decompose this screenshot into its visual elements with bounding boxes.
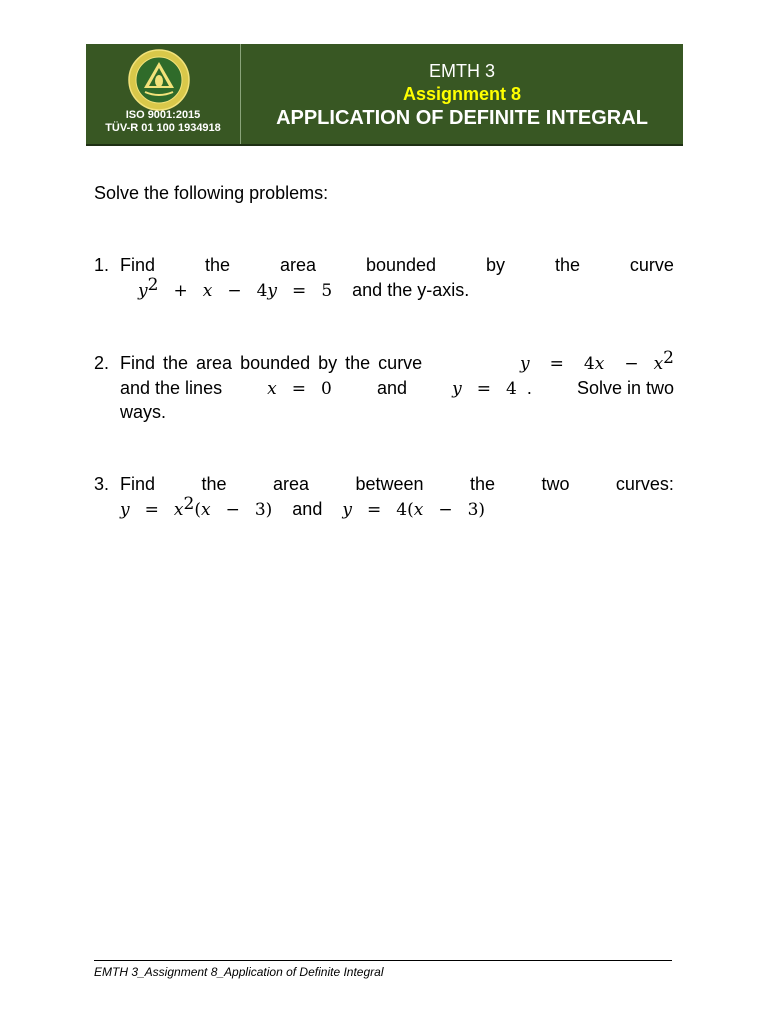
header-title-panel <box>241 44 683 144</box>
text: and <box>292 499 323 519</box>
word: area <box>279 255 316 275</box>
header-logo-panel <box>86 44 241 144</box>
tuv-certification-number: TÜV-R 01 100 1934918 <box>105 122 221 134</box>
equation: y = 4 . <box>452 378 532 399</box>
word: two <box>541 474 570 494</box>
text: ways. <box>120 402 167 422</box>
instructions: Solve the following problems: <box>94 183 329 203</box>
word: the <box>469 474 495 494</box>
equation: $y^2$ + x − 4y = 5 <box>138 275 333 301</box>
problem-2-line-1 <box>120 348 674 377</box>
university-seal-icon <box>127 48 191 112</box>
word: bounded <box>365 255 437 275</box>
word: curves: <box>615 474 674 494</box>
text: and the lines <box>120 378 223 398</box>
word: the <box>554 255 580 275</box>
word: Find <box>120 474 156 494</box>
iso-certification: ISO 9001:2015 <box>125 109 201 121</box>
footer-text: EMTH 3_Assignment 8_Application of Definite Integral <box>94 965 384 979</box>
problem-1-line-1 <box>120 255 674 279</box>
problem-number: 1. <box>94 255 110 275</box>
word: curve <box>629 255 674 275</box>
footer-divider <box>94 960 672 961</box>
text: Find the area bounded by the curve <box>120 353 423 373</box>
problem-number: 3. <box>94 474 110 494</box>
problem-3-line-1 <box>120 474 674 498</box>
word: the <box>201 474 227 494</box>
problem-number: 2. <box>94 353 110 373</box>
assignment-label: Assignment 8 <box>402 84 522 104</box>
problem-1-line-2 <box>138 275 692 304</box>
problem-2-line-2 <box>120 378 674 402</box>
equation: y = $x^2(x$ − 3) <box>120 494 273 520</box>
word: the <box>204 255 230 275</box>
problem-2-line-3 <box>120 402 674 426</box>
assignment-title: APPLICATION OF DEFINITE INTEGRAL <box>276 107 648 129</box>
problem-3-line-2 <box>120 494 674 523</box>
equation: y = 4(x − 3) <box>342 500 486 520</box>
document-header <box>86 44 683 146</box>
text: and the y-axis. <box>352 280 470 300</box>
text: and <box>376 378 408 398</box>
text: Solve in two <box>576 378 674 398</box>
equation: x = 0 <box>267 379 332 399</box>
course-code: EMTH 3 <box>428 61 495 81</box>
word: area <box>272 474 309 494</box>
word: Find <box>120 255 156 275</box>
word: between <box>355 474 424 494</box>
equation: y = 4x − $x^2$ <box>519 348 674 374</box>
word: by <box>485 255 505 275</box>
